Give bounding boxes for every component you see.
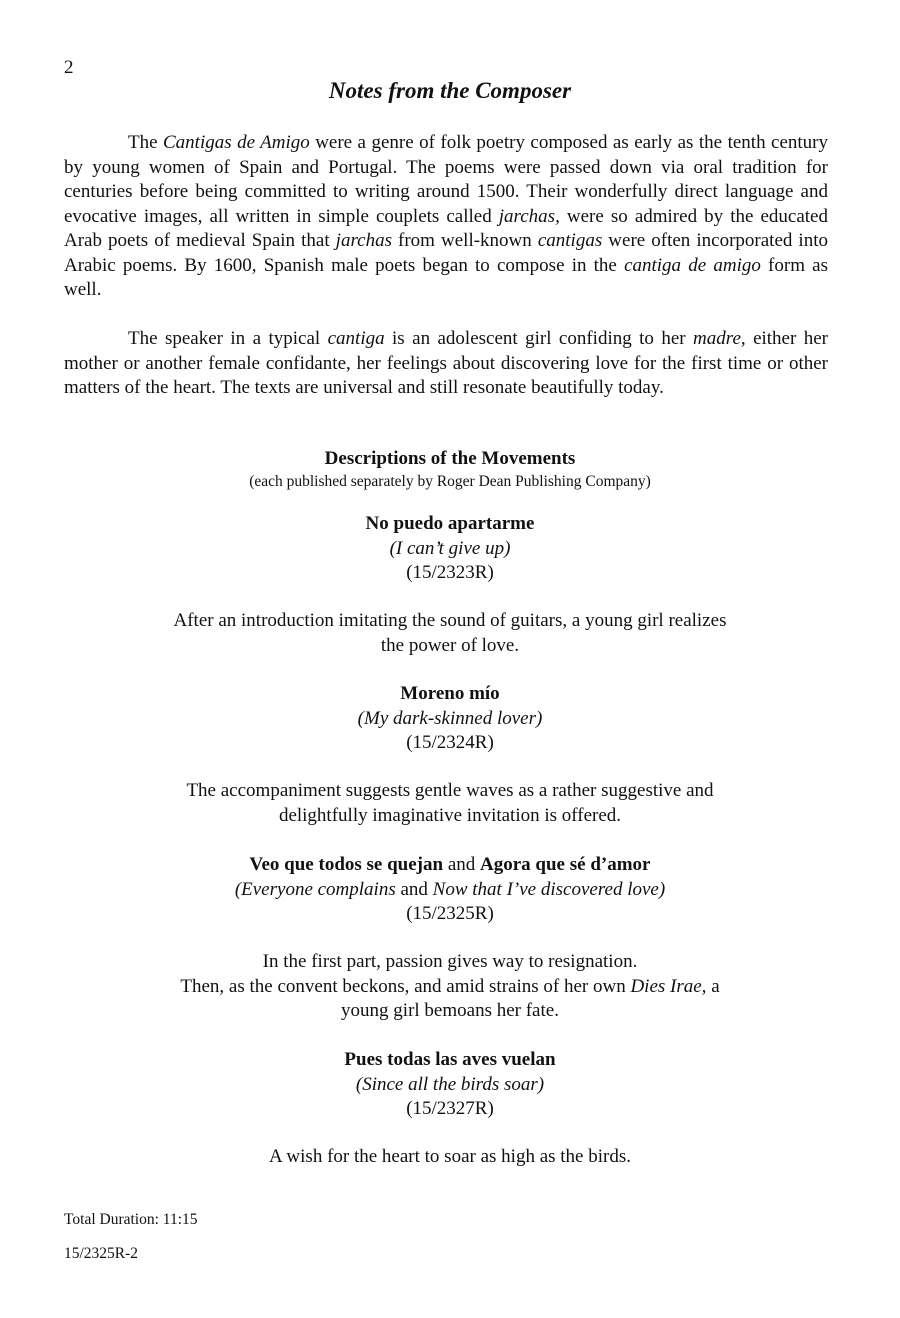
movement-3 [0,853,900,927]
text: The speaker in a typical [128,328,328,349]
movement-1-description [0,609,900,658]
movement-4-description [0,1145,900,1170]
text: and [395,878,433,900]
movements-heading: Descriptions of the Movements [324,448,576,469]
movement-translation: (I can’t give up) [389,537,511,559]
text: either her mother or another female confidante, her feelings about discovering love for the first time or other matters of the heart. The texts are universal and still resonate beautifully today. [64,328,828,398]
description-line: The accompaniment suggests gentle waves as a rather suggestive and [186,780,714,801]
movements-section-header [0,447,900,492]
movement-code: (15/2324R) [406,732,494,753]
text-italic: Cantigas de Amigo [163,132,310,153]
text-italic: jarchas, [498,205,560,227]
description-line: young girl bemoans her fate. [341,1000,559,1021]
translation-a: (Everyone complains [234,878,396,900]
catalog-code: 15/2325R-2 [64,1245,139,1262]
text: is an adolescent girl confiding to her [384,328,694,349]
speaker-paragraph [64,327,828,401]
text: Then, as the convent beckons, and amid strains of her own [180,975,631,997]
movement-4 [0,1048,900,1122]
text-italic: Dies Irae, [630,975,707,997]
movement-1 [0,512,900,586]
movement-title: Moreno mío [400,683,500,704]
movement-title [0,853,900,878]
movement-3-description [0,950,900,1024]
text-italic: cantiga de amigo [624,254,761,276]
movement-code: (15/2325R) [406,903,494,924]
movement-title: No puedo apartarme [365,513,535,534]
description-line: A wish for the heart to soar as high as the birds. [269,1146,631,1167]
movement-title-b: Agora que sé d’amor [480,854,651,875]
description-line [0,975,900,1000]
movements-note: (each published separately by Roger Dean Publishing Company) [249,472,651,490]
movement-translation: (My dark-skinned lover) [357,707,543,729]
movement-code: (15/2323R) [406,562,494,583]
movement-title-a: Veo que todos se quejan [249,854,444,875]
text-italic: jarchas [335,230,392,251]
text-italic: cantiga [327,328,385,349]
text: and [443,854,481,875]
text: were so admired by the educated Arab poets of medieval Spain that [64,205,828,251]
page-title: Notes from the Composer [328,78,572,103]
movement-title: Pues todas las aves vuelan [344,1049,556,1070]
movement-code: (15/2327R) [406,1098,494,1119]
translation-b: Now that I’ve discovered love) [432,878,666,900]
text: from well-known [391,230,538,251]
text: The [128,132,163,153]
page-number: 2 [64,57,74,78]
intro-paragraph [64,131,828,303]
description-line: After an introduction imitating the sound of guitars, a young girl realizes [173,610,727,631]
text: a [706,975,720,997]
text: were often incorporated into Arabic poems. By 1600, Spanish male poets began to compose in the [64,230,828,276]
description-line: delightfully imaginative invitation is offered. [278,804,622,826]
movement-translation [0,878,900,903]
movement-translation: (Since all the birds soar) [355,1073,545,1095]
text-italic: cantigas [537,230,603,251]
total-duration: Total Duration: 11:15 [64,1211,198,1228]
text-italic: madre, [693,328,746,349]
text: were a genre of folk poetry composed as early as the tenth century by young women of Spain and Portugal. The poems were passed down via oral tradition for centuries before being committed to writing around 1500. Their wonderfully direct language and evocative images, all written in simple couplets called [64,132,828,227]
movement-2-description [0,779,900,828]
text: form as well. [64,254,828,300]
description-line: In the first part, passion gives way to resignation. [262,951,638,972]
description-line: the power of love. [380,634,520,656]
movement-2 [0,682,900,756]
